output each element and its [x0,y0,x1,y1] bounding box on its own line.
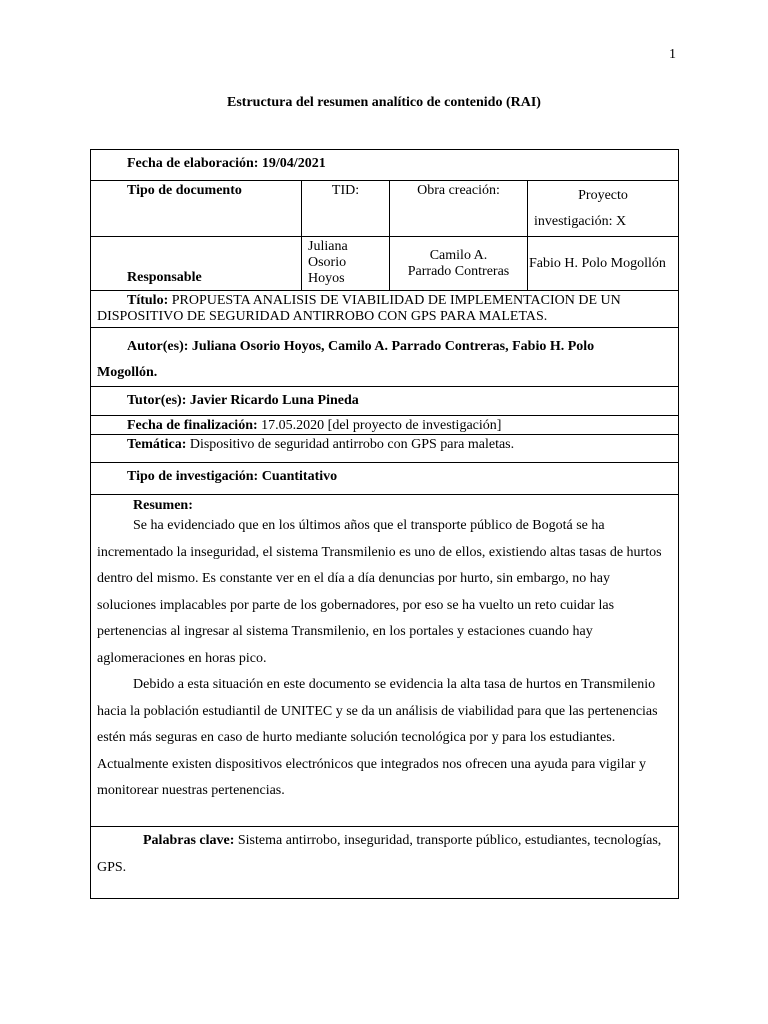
person2-line2: Parrado Contreras [407,263,510,279]
responsable-person3: Fabio H. Polo Mogollón [528,237,679,291]
row-fecha-elaboracion [91,150,679,181]
titulo-value: PROPUESTA ANALISIS DE VIABILIDAD DE IMPLEMENTACION DE UN [171,293,621,308]
obra-creacion-label: Obra creación: [390,181,528,237]
tipo-investigacion-cell: Tipo de investigación: Cuantitativo [91,463,679,495]
row-palabras-clave [91,827,679,899]
row-tipo-documento [91,181,679,237]
rai-table [90,149,679,899]
person1-line1: Juliana [308,239,348,254]
responsable-person2 [390,237,528,291]
responsable-person1 [302,237,390,291]
row-resumen [91,495,679,827]
document-title: Estructura del resumen analítico de contenido (RAI) [227,95,541,110]
person2-line1: Camilo A. [429,247,488,263]
fecha-finalizacion-value: 17.05.2020 [del proyecto de investigación] [261,418,502,433]
tematica-value: Dispositivo de seguridad antirrobo con GPS para maletas. [189,437,515,452]
autores-line2: Mogollón. [97,365,158,380]
fecha-elaboracion-value: 19/04/2021 [261,156,326,171]
titulo-value-line2: DISPOSITIVO DE SEGURIDAD ANTIRROBO CON GPS PARA MALETAS. [97,309,548,324]
titulo-label: Título: [127,293,169,308]
palabras-clave-paragraph [97,827,672,881]
row-fecha-finalizacion [91,416,679,435]
page-number: 1 [669,47,676,62]
resumen-cell [91,495,679,827]
resumen-paragraph-1: Se ha evidenciado que en los últimos años que el transporte público de Bogotá se ha incrementado la inseguridad, el sistema Transmilenio es uno de ellos, existiendo altas tasas de hurtos dentro del mismo. Es constante ver en el día a día denuncias por hurto, sin embargo, no hay soluciones implacables por parte de los gobernadores, por eso se ha vuelto un reto cuidar las pertenencias al ingresar al sistema Transmilenio, en los portales y estaciones cuando hay aglomeraciones en horas pico. [97,518,662,666]
row-tipo-investigacion [91,463,679,495]
palabras-clave-label: Palabras clave: [143,833,235,848]
tematica-cell [91,435,679,463]
resumen-paragraph-2: Debido a esta situación en este documento se evidencia la alta tasa de hurtos en Transmilenio hacia la población estudiantil de UNITEC y se da un análisis de viabilidad para que las pertenencias estén más seguras en caso de hurto mediante solución tecnológica por y para los estudiantes. Actualmente existen dispositivos electrónicos que integrados nos ofrecen una ayuda para vigilar y monitorear nuestras pertenencias. [97,677,658,798]
person1-line2: Osorio [308,255,347,270]
tutor-cell: Tutor(es): Javier Ricardo Luna Pineda [91,387,679,416]
tipo-documento-label: Tipo de documento [91,181,302,237]
tid-label: TID: [302,181,390,237]
fecha-elaboracion-label: Fecha de elaboración: [127,156,259,171]
proyecto-cell [528,181,679,237]
titulo-cell [91,291,679,328]
palabras-clave-cell [91,827,679,899]
fecha-elaboracion-cell [91,150,679,181]
autores-cell [91,328,679,387]
row-tematica [91,435,679,463]
tematica-label: Temática: [127,437,187,452]
fecha-finalizacion-label: Fecha de finalización: [127,418,258,433]
proyecto-line1: Proyecto [578,188,628,203]
responsable-label: Responsable [91,237,302,291]
person1-line3: Hoyos [308,271,345,286]
palabras-clave-value: Sistema antirrobo, inseguridad, transporte público, estudiantes, tecnologías, GPS. [97,833,662,875]
proyecto-line2: investigación: X [534,214,627,229]
row-tutor [91,387,679,416]
autores-line1: Autor(es): Juliana Osorio Hoyos, Camilo A. Parrado Contreras, Fabio H. Polo [127,339,595,354]
row-responsable [91,237,679,291]
row-autores [91,328,679,387]
row-titulo [91,291,679,328]
resumen-label: Resumen: [133,498,193,513]
fecha-finalizacion-cell [91,416,679,435]
